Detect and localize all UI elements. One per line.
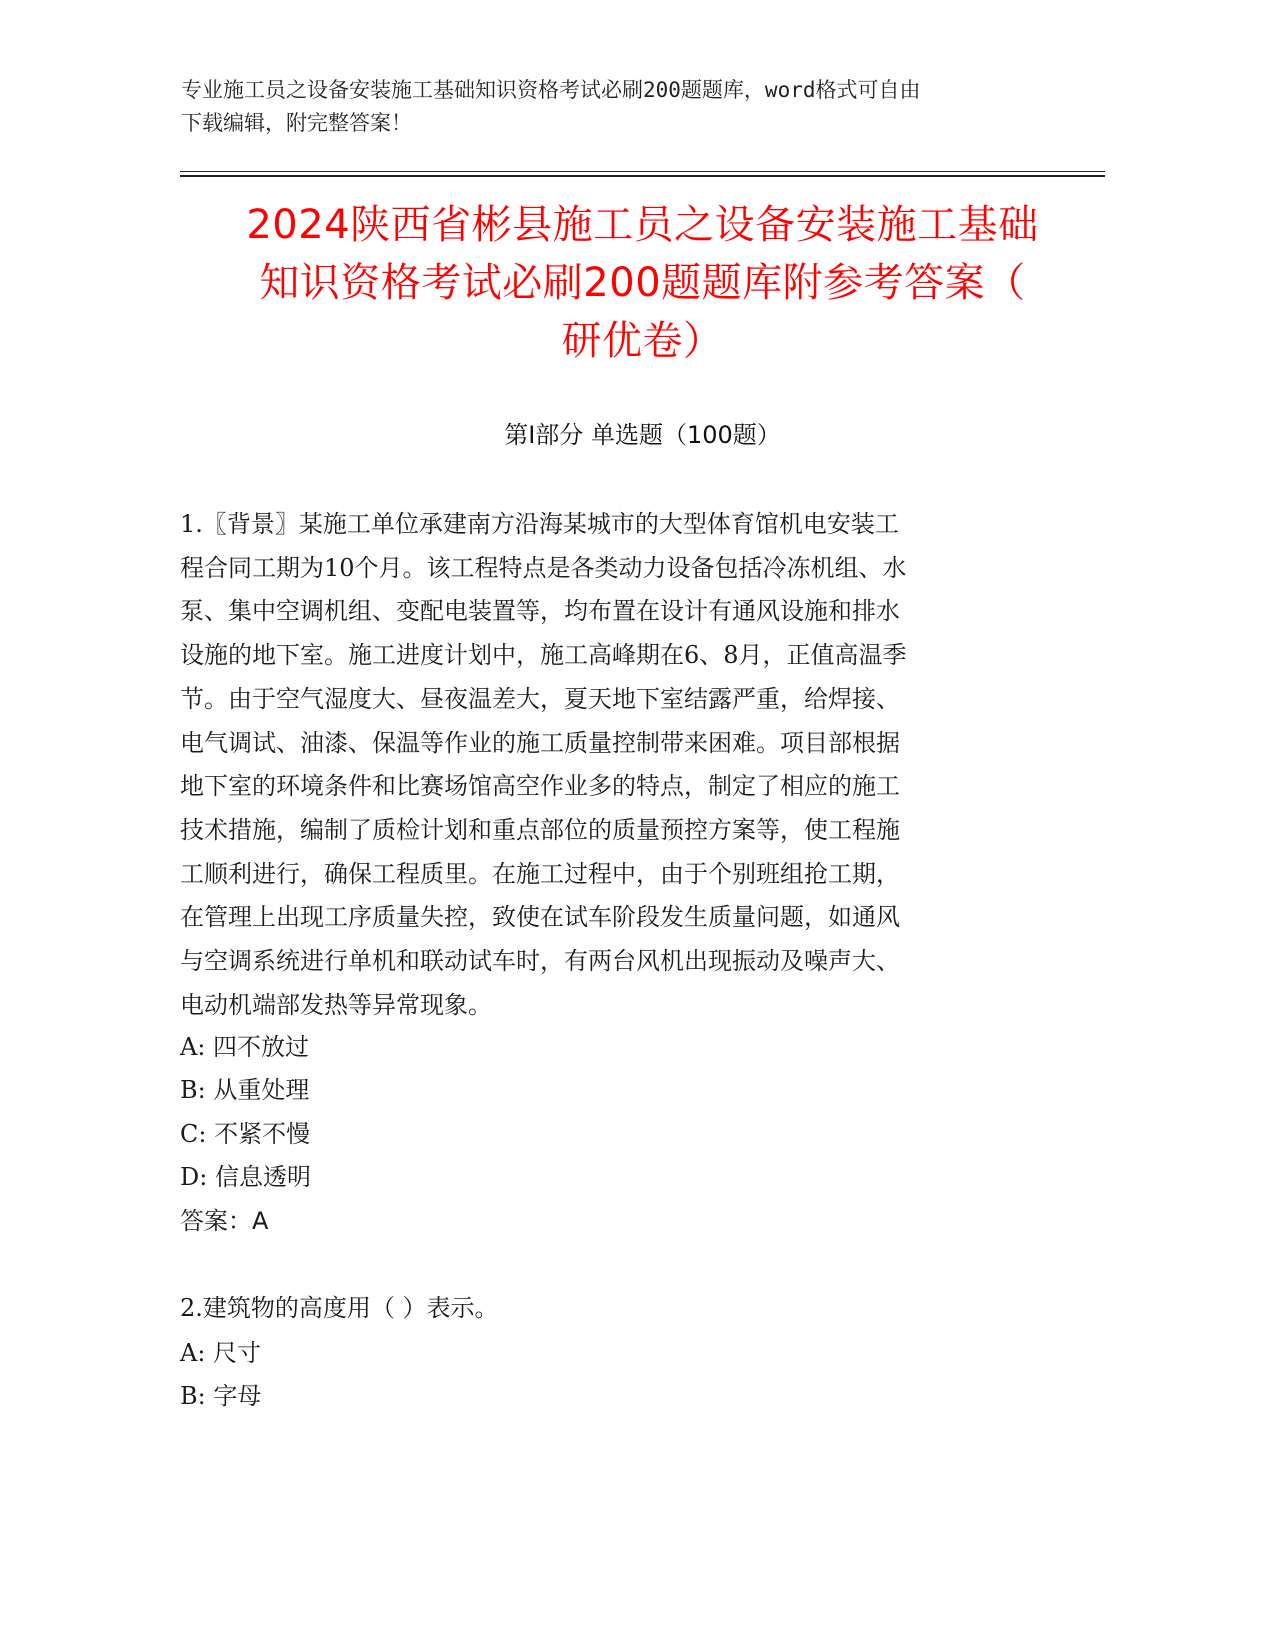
question-1-option-a: A: 四不放过 [180,1033,310,1061]
question-2-option-a: A: 尺寸 [180,1339,262,1367]
section-heading: 第Ⅰ部分 单选题（100题） [504,421,781,449]
question-stem-line: 1.〖背景〗某施工单位承建南方沿海某城市的大型体育馆机电安装工 [180,510,899,538]
header-note [181,74,1031,140]
question-1-option-c: C: 不紧不慢 [180,1120,311,1148]
question-1-stem [180,503,1030,1027]
title-line: 知识资格考试必刷200题题库附参考答案（ [259,260,1026,306]
question-stem-line: 电动机端部发热等异常现象。 [180,990,492,1019]
question-stem-line: 设施的地下室。施工进度计划中，施工高峰期在6、8月，正值高温季 [180,641,907,670]
header-divider-thin [180,171,1105,172]
question-stem-line: 2.建筑物的高度用（ ）表示。 [180,1294,499,1322]
question-stem-line: 在管理上出现工序质量失控，致使在试车阶段发生质量问题，如通风 [180,903,900,932]
question-stem-line: 与空调系统进行单机和联动试车时，有两台风机出现振动及噪声大、 [180,947,900,976]
header-note-line: 下载编辑，附完整答案！ [181,111,412,135]
question-stem-line: 工顺利进行，确保工程质里。在施工过程中，由于个别班组抢工期， [180,859,900,888]
document-title [170,196,1115,370]
question-2-stem [180,1287,1030,1331]
question-stem-line: 节。由于空气湿度大、昼夜温差大，夏天地下室结露严重，给焊接、 [180,684,900,713]
title-line: 2024陕西省彬县施工员之设备安装施工基础 [246,202,1039,248]
question-stem-line: 程合同工期为10个月。该工程特点是各类动力设备包括冷冻机组、水 [180,553,907,582]
question-1-option-b: B: 从重处理 [180,1076,310,1104]
question-stem-line: 电气调试、油漆、保温等作业的施工质量控制带来困难。项目部根据 [180,728,900,757]
question-1-option-d: D: 信息透明 [180,1163,311,1191]
question-stem-line: 技术措施，编制了质检计划和重点部位的质量预控方案等，使工程施 [180,815,900,844]
question-stem-line: 泵、集中空调机组、变配电装置等，均布置在设计有通风设施和排水 [180,597,900,626]
question-2-option-b: B: 字母 [180,1382,262,1410]
header-divider-thick [180,175,1105,177]
question-stem-line: 地下室的环境条件和比赛场馆高空作业多的特点，制定了相应的施工 [180,772,900,801]
question-1-answer: 答案：A [180,1207,269,1235]
header-note-line: 专业施工员之设备安装施工基础知识资格考试必刷200题题库，word格式可自由 [181,78,921,102]
title-line: 研优卷） [561,318,724,364]
